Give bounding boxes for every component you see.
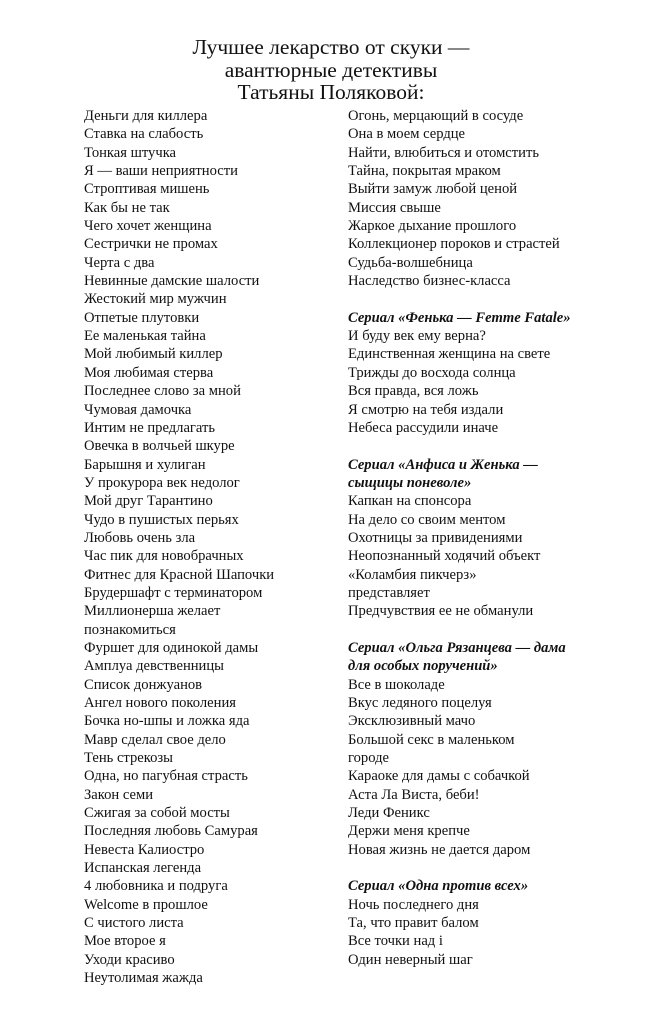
series-title: сыщицы поневоле» [348, 474, 472, 491]
book-title: Леди Феникс [348, 805, 430, 822]
book-title: Сжигая за собой мосты [84, 805, 230, 822]
right-column [348, 107, 648, 969]
book-title: Барышня и хулиган [84, 456, 206, 473]
book-title: Один неверный шаг [348, 951, 473, 968]
book-title: Ее маленькая тайна [84, 328, 206, 345]
book-title: Выйти замуж любой ценой [348, 181, 518, 198]
series-title: Сериал «Одна против всех» [348, 878, 529, 895]
book-title: Неопознанный ходячий объект [348, 548, 541, 565]
book-title: Интим не предлагать [84, 419, 216, 436]
book-title: Эксклюзивный мачо [348, 713, 476, 730]
book-title: Миссия свыше [348, 199, 441, 216]
book-title: Закон семи [84, 786, 154, 803]
book-title: Овечка в волчьей шкуре [84, 438, 235, 455]
book-title: Большой секс в маленьком [348, 731, 515, 748]
book-title: Она в моем сердце [348, 126, 466, 143]
book-title: Час пик для новобрачных [84, 548, 244, 565]
series-title: Сериал «Ольга Рязанцева — дама [348, 639, 566, 656]
book-title: Последнее слово за мной [84, 383, 241, 400]
book-title: Одна, но пагубная страсть [84, 768, 248, 785]
book-title: Единственная женщина на свете [348, 346, 551, 363]
series-title: Сериал «Анфиса и Женька — [348, 456, 538, 473]
left-column [84, 107, 334, 988]
book-title: Бочка но-шпы и ложка яда [84, 713, 250, 730]
book-title: Я смотрю на тебя издали [348, 401, 504, 418]
book-title: Чего хочет женщина [84, 218, 212, 235]
book-title: Охотницы за привидениями [348, 529, 523, 546]
book-title: Чумовая дамочка [84, 401, 192, 418]
book-title: Небеса рассудили иначе [348, 419, 499, 436]
book-title: Все точки над i [348, 933, 443, 950]
book-title: Аста Ла Виста, беби! [348, 786, 480, 803]
book-title: Найти, влюбиться и отомстить [348, 144, 540, 161]
book-title: Неутолимая жажда [84, 970, 203, 987]
book-title: Наследство бизнес-класса [348, 273, 511, 290]
book-title: Коллекционер пороков и страстей [348, 236, 560, 253]
book-title: Невеста Калиостро [84, 841, 205, 858]
book-title: Ангел нового поколения [84, 695, 236, 711]
book-title: Фуршет для одинокой дамы [84, 639, 259, 656]
book-title: Трижды до восхода солнца [348, 364, 516, 381]
book-title: Тонкая штучка [84, 144, 177, 161]
book-title: Та, что правит балом [348, 915, 479, 932]
title-line: Татьяны Поляковой: [237, 80, 425, 104]
book-title: представляет [348, 584, 430, 601]
book-title: Список донжуанов [84, 676, 203, 693]
book-title: Капкан на спонсора [348, 493, 472, 510]
book-title: Миллионерша желает [84, 603, 221, 620]
book-title: На дело со своим ментом [348, 511, 506, 528]
book-title: Welcome в прошлое [84, 896, 208, 913]
book-title: Судьба-волшебница [348, 254, 473, 271]
book-title: Мой друг Тарантино [84, 493, 213, 510]
book-title: Брудершафт с терминатором [84, 584, 263, 601]
book-title: Сестрички не промах [84, 236, 218, 253]
page-title [0, 36, 662, 104]
book-title: И буду век ему верна? [348, 328, 486, 345]
title-line: авантюрные детективы [224, 57, 438, 82]
book-title: Я — ваши неприятности [84, 163, 238, 180]
book-title: Жаркое дыхание прошлого [348, 218, 517, 235]
book-title: Огонь, мерцающий в сосуде [348, 108, 524, 124]
book-title: Мой любимый киллер [84, 346, 223, 363]
book-title: Предчувствия ее не обманули [348, 603, 534, 620]
book-title: «Коламбия пикчерз» [348, 566, 477, 583]
book-title: Держи меня крепче [348, 823, 470, 840]
book-title: Новая жизнь не дается даром [348, 841, 531, 858]
book-title: Как бы не так [84, 199, 170, 216]
book-title: Деньги для киллера [84, 108, 208, 124]
book-title: Мое второе я [84, 933, 166, 950]
book-title: Строптивая мишень [84, 181, 210, 198]
book-title: городе [348, 750, 389, 767]
book-title: Тень стрекозы [84, 750, 173, 767]
book-title: Вкус ледяного поцелуя [348, 695, 492, 711]
book-title: Фитнес для Красной Шапочки [84, 566, 275, 583]
book-title: Моя любимая стерва [84, 364, 214, 381]
book-title: Черта с два [84, 254, 155, 271]
book-title: Уходи красиво [84, 951, 175, 968]
book-title: познакомиться [84, 621, 176, 638]
book-title: Амплуа девственницы [84, 658, 224, 675]
book-title: Все в шоколаде [348, 676, 445, 693]
book-title: Жестокий мир мужчин [84, 291, 227, 308]
series-title: Сериал «Фенька — Femme Fatale» [348, 309, 571, 326]
book-title: 4 любовника и подруга [84, 878, 228, 895]
title-line: Лучшее лекарство от скуки — [192, 35, 470, 59]
series-block [348, 456, 648, 621]
book-title: Испанская легенда [84, 860, 202, 877]
book-title: Ночь последнего дня [348, 896, 479, 913]
book-title: Караоке для дамы с собачкой [348, 768, 530, 785]
book-title: Чудо в пушистых перьях [84, 511, 239, 528]
book-title: Вся правда, вся ложь [348, 383, 479, 400]
book-title: Любовь очень зла [84, 529, 196, 546]
book-title: Невинные дамские шалости [84, 273, 260, 290]
series-block [348, 877, 648, 969]
book-title: Последняя любовь Самурая [84, 823, 258, 840]
book-title: Отпетые плутовки [84, 309, 200, 326]
book-title: Мавр сделал свое дело [84, 731, 226, 748]
book-title: У прокурора век недолог [84, 474, 240, 491]
book-title: Ставка на слабость [84, 126, 204, 143]
book-title: С чистого листа [84, 915, 184, 932]
series-block [348, 309, 648, 437]
series-title: для особых поручений» [348, 658, 498, 675]
book-title: Тайна, покрытая мраком [348, 163, 501, 180]
series-block [348, 639, 648, 859]
